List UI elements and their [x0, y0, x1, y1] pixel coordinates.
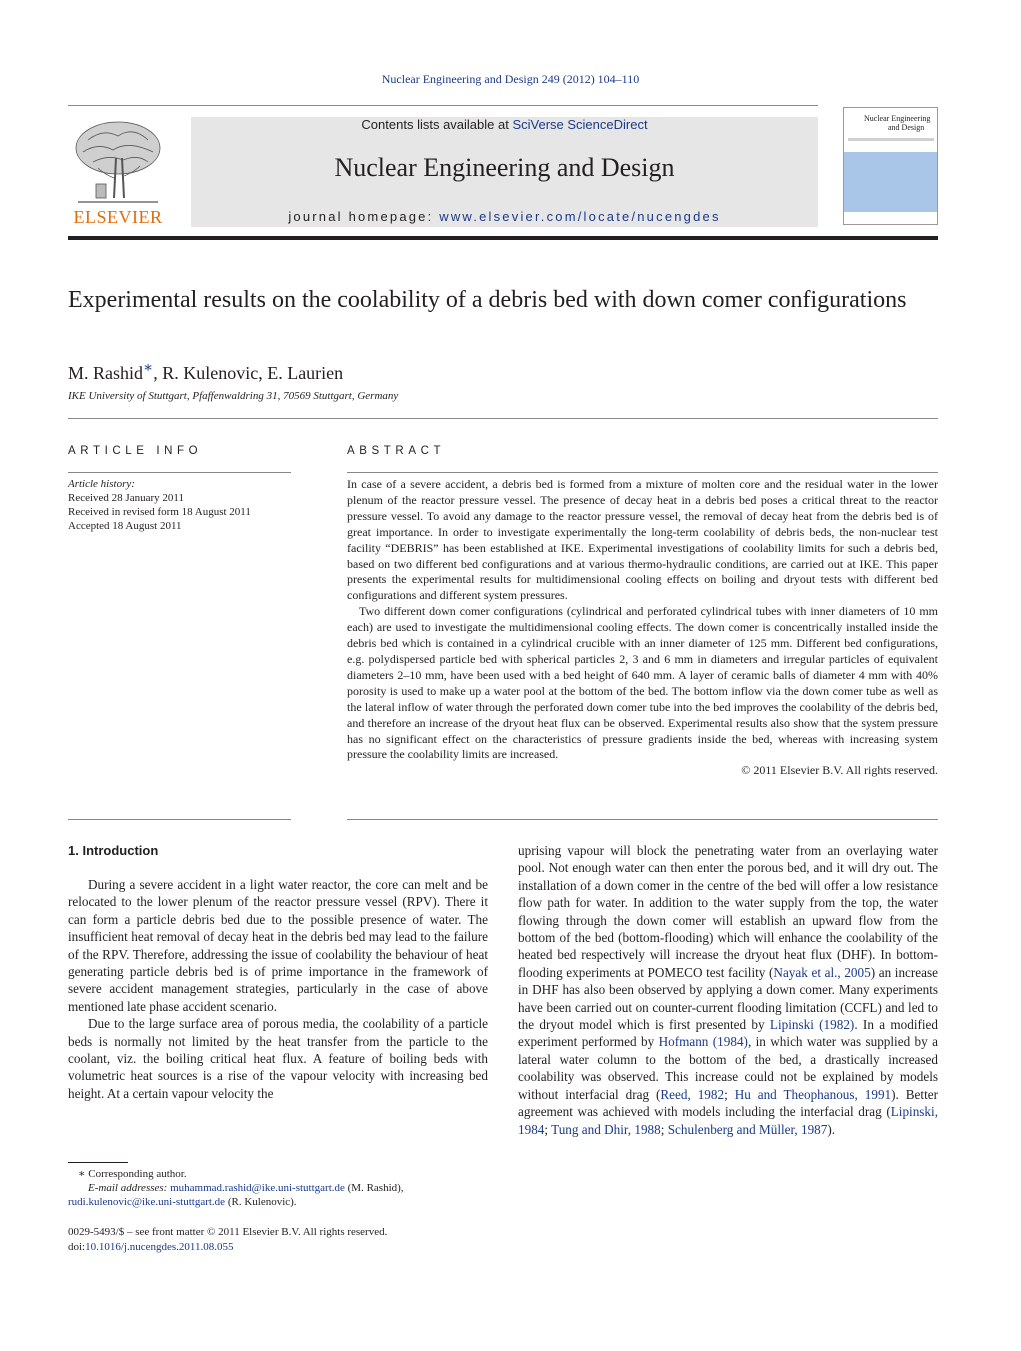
page-footer — [68, 1225, 488, 1255]
title-rule — [68, 418, 938, 419]
footnote-rule — [68, 1162, 128, 1163]
col2-text-c: . In a modified experiment performed by — [518, 1017, 938, 1050]
article-info-heading: ARTICLE INFO — [68, 445, 203, 457]
cover-title-line1: Nuclear Engineering — [864, 114, 931, 123]
ref-hu-theophanous-1991[interactable]: Hu and Theophanous, 1991 — [734, 1086, 892, 1102]
cover-image — [844, 152, 937, 212]
col2-text-e: ). Better agreement was achieved with models including the interfacial drag ( — [518, 1086, 938, 1120]
cover-subtitle-bar — [848, 138, 934, 141]
doi-line — [68, 1240, 488, 1255]
abstract-heading: ABSTRACT — [347, 445, 446, 457]
corresponding-author-note — [68, 1167, 488, 1181]
doi-label: doi: — [68, 1241, 86, 1253]
ref-hofmann-1984[interactable]: Hofmann (1984) — [658, 1034, 748, 1050]
journal-cover-thumbnail[interactable] — [843, 107, 938, 225]
email-rashid-link[interactable]: muhammad.rashid@ike.uni-stuttgart.de — [170, 1182, 345, 1194]
author-others: , R. Kulenovic, E. Laurien — [153, 363, 344, 383]
footnote — [68, 1167, 488, 1209]
homepage-link[interactable]: www.elsevier.com/locate/nucengdes — [439, 209, 721, 224]
header-thick-rule — [68, 236, 938, 240]
email-kulenovic-link[interactable]: rudi.kulenovic@ike.uni-stuttgart.de — [68, 1196, 226, 1208]
history-received: Received 28 January 2011 — [68, 492, 184, 504]
cover-footer — [844, 212, 937, 224]
col2-sep-3: ; — [660, 1121, 668, 1137]
ref-schulenberg-muller-1987[interactable]: Schulenberg and Müller, 1987 — [667, 1121, 828, 1137]
col2-text-f: ). — [827, 1121, 836, 1137]
issn-line: 0029-5493/$ – see front matter © 2011 Elsevier B.V. All rights reserved. — [68, 1226, 388, 1238]
footnote-star: ∗ — [78, 1168, 86, 1180]
journal-title: Nuclear Engineering and Design — [334, 153, 675, 182]
ref-lipinski-1982[interactable]: Lipinski (1982) — [769, 1017, 855, 1033]
journal-citation[interactable]: Nuclear Engineering and Design 249 (2012) 104–110 — [381, 72, 640, 86]
article-info-rule — [68, 472, 291, 473]
article-info-bottom-rule — [68, 819, 291, 820]
col2-sep-1: ; — [724, 1086, 735, 1102]
cover-title-line2: and Design — [888, 123, 925, 132]
article-history — [68, 477, 251, 533]
col2-sep-2: ; — [544, 1121, 552, 1137]
history-revised: Received in revised form 18 August 2011 — [68, 506, 251, 518]
intro-paragraph-1: During a severe accident in a light water reactor, the core can melt and be relocated to the lower plenum of the reactor pressure vessel (RPV). There it can form a particle debris bed due to the possible presence of water. The insufficient heat removal of decay heat in the debris bed may lead to the failure of the RPV. Therefore, addressing the issue of coolability the behaviour of heat generating particle debris bed is of prime importance in the framework of severe accident management strategies, particularly in the case of above mentioned late phase accident scenario. — [68, 877, 488, 1014]
cover-title — [864, 114, 930, 132]
abstract-rule — [347, 472, 938, 473]
history-accepted: Accepted 18 August 2011 — [68, 520, 182, 532]
email-line-2 — [68, 1195, 488, 1209]
section-heading-introduction: 1. Introduction — [68, 843, 159, 858]
body-column-left — [68, 876, 488, 1102]
journal-homepage — [191, 209, 818, 224]
ref-reed-1982[interactable]: Reed, 1982 — [660, 1086, 725, 1102]
cover-top — [844, 108, 937, 152]
abstract-body — [347, 477, 938, 779]
intro-paragraph-2: Due to the large surface area of porous media, the coolability of a particle beds is normally not limited by the heat transfer from the particle to the coolant, viz. the boiling critical heat flux. A feature of boiling beds with volumetric heat sources is a rise of the vapour velocity with increasing bed height. At a certain vapour velocity the — [68, 1016, 488, 1101]
affiliation: IKE University of Stuttgart, Pfaffenwaldring 31, 70569 Stuttgart, Germany — [68, 390, 399, 402]
abstract-paragraph-1: In case of a severe accident, a debris bed is formed from a mixture of molten core and the residual water in the lower plenum of the reactor pressure vessel. The presence of decay heat in a debris bed poses a critical threat to the reactor pressure vessel. To avoid any damage to the reactor pressure vessel, the removal of decay heat from the debris bed is of great importance. In order to investigate experimentally the long-term coolability of debris beds, the non-nuclear test facility “DEBRIS” has been established at IKE. Experimental investigations of coolability limits for such a debris bed, based on two different bed configurations and at various thermo-hydraulic conditions, are carried out at IKE. This paper presents the experimental results for multidimensional cooling effects on boiling and dryout tests with different bed configurations and different system pressures. — [347, 477, 938, 603]
sciencedirect-link[interactable]: SciVerse ScienceDirect — [512, 117, 648, 132]
ref-nayak-2005[interactable]: Nayak et al., 2005 — [773, 964, 871, 980]
abstract-paragraph-2: Two different down comer configurations (cylindrical and perforated cylindrical tubes with inner diameters of 10 mm each) are used to investigate the multidimensional cooling effects. The down comer is concentrically installed inside the debris bed which is contained in a cylindrical crucible with an inner diameter of 125 mm. Different bed configurations, e.g. polydispersed particle bed with spherical particles 2, 3 and 6 mm in diameters and irregular particles of equivalent diameters 2–10 mm, have been used with a bed height of 640 mm. A layer of ceramic balls of diameter 4 mm with 40% porosity is used to make up a water pool at the bottom of the bed. The bottom inflow via the down comer tube as well as the lateral inflow of water through the perforated down comer tube into the bed improves the coolability of the debris bed, and therefore an increase of the dryout heat flux can be observed. Experimental results also show that the system pressure has no significant effect on the characteristics of pressure gradients inside the bed, whereas with increasing system pressure the coolability limits are increased. — [347, 604, 938, 762]
footnote-corresponding: Corresponding author. — [85, 1168, 187, 1180]
doi-link[interactable]: 10.1016/j.nucengdes.2011.08.055 — [85, 1241, 234, 1253]
elsevier-wordmark: ELSEVIER — [73, 207, 163, 227]
history-label: Article history: — [68, 478, 135, 490]
email-kulenovic-name: (R. Kulenovic). — [225, 1196, 297, 1208]
body-column-right — [518, 842, 938, 1138]
copyright: © 2011 Elsevier B.V. All rights reserved. — [741, 763, 938, 778]
abstract-bottom-rule — [347, 819, 938, 820]
email-line — [68, 1181, 488, 1195]
col2-text-b: ) an increase in DHF has also been observed by applying a down comer. Many experiments have been carried out on counter-current flooding limitation (CCFL) and led to the dryout model which is first presented by — [518, 964, 938, 1033]
contents-prefix: Contents lists available at — [361, 117, 513, 132]
author-rashid[interactable]: M. Rashid — [68, 363, 144, 383]
email-rashid-name: (M. Rashid), — [344, 1182, 404, 1194]
article-title: Experimental results on the coolability of a debris bed with down comer configurations — [68, 287, 907, 313]
col2-text-a: uprising vapour will block the penetrating water from an overlaying water pool. Not enough water can then enter the porous bed, and it will dry out. The installation of a down comer in the centre of the bed will offer a low resistance flow path for water. In addition to the water supply from the top, the water flowing through the down comer will establish an upward flow from the bottom of the bed (bottom-flooding) which will enhance the coolability of the heated bed respectively will increase the dryout heat flux (DHF). In bottom-flooding experiments at POMECO test facility ( — [518, 843, 938, 980]
tree-logo-icon — [68, 118, 168, 206]
homepage-prefix: journal homepage: — [288, 209, 440, 224]
email-label: E-mail addresses: — [88, 1182, 171, 1194]
ref-lipinski-1984[interactable]: Lipinski, 1984 — [518, 1104, 938, 1137]
ref-tung-dhir-1988[interactable]: Tung and Dhir, 1988 — [551, 1121, 661, 1137]
header-top-rule — [68, 105, 818, 106]
author-list — [68, 358, 343, 384]
contents-line — [191, 117, 818, 132]
corresponding-author-marker[interactable]: ∗ — [143, 360, 154, 376]
col2-text-d: , in which water was supplied by a lateral water column to the bottom of the bed, a drastically increased coolability was observed. This increase could not be explained by models without interfacial drag ( — [518, 1034, 938, 1102]
